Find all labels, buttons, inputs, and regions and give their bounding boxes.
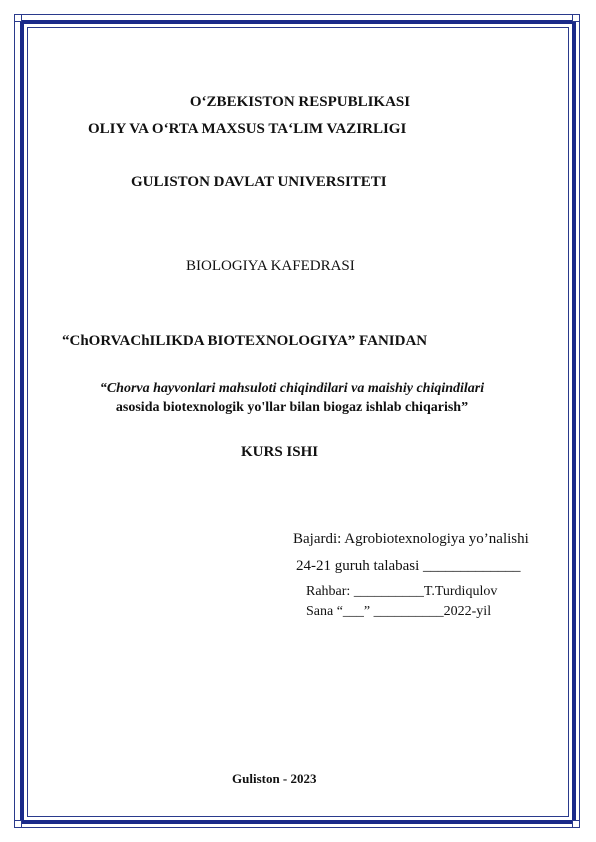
subject-title: “ChORVAChILIKDA BIOTEXNOLOGIYA” FANIDAN — [62, 333, 428, 349]
date-line: Sana “___” __________2022-yil — [306, 604, 492, 619]
university-name: GULISTON DAVLAT UNIVERSITETI — [131, 174, 387, 190]
border-corner-top-left — [14, 14, 22, 22]
department-name: BIOLOGIYA KAFEDRASI — [186, 258, 355, 274]
border-corner-bottom-left — [14, 820, 22, 828]
border-corner-bottom-right — [572, 820, 580, 828]
work-type: KURS ISHI — [241, 444, 319, 460]
page-border-inner — [27, 27, 569, 817]
ministry-line1: O‘ZBEKISTON RESPUBLIKASI — [189, 94, 411, 110]
performed-by: Bajardi: Agrobiotexnologiya yo’nalishi — [293, 531, 529, 547]
ministry-line2: OLIY VA O‘RTA MAXSUS TA‘LIM VAZIRLIGI — [88, 121, 407, 137]
topic-line1: “Chorva hayvonlari mahsuloti chiqindilari va maishiy chiqindilari — [99, 381, 485, 396]
topic-line2: asosida biotexnologik yo'llar bilan biogaz ishlab chiqarish” — [115, 400, 469, 415]
student-group: 24-21 guruh talabasi _____________ — [296, 558, 521, 574]
border-corner-top-right — [572, 14, 580, 22]
city-year: Guliston - 2023 — [232, 771, 317, 786]
supervisor: Rahbar: __________T.Turdiqulov — [306, 584, 498, 599]
